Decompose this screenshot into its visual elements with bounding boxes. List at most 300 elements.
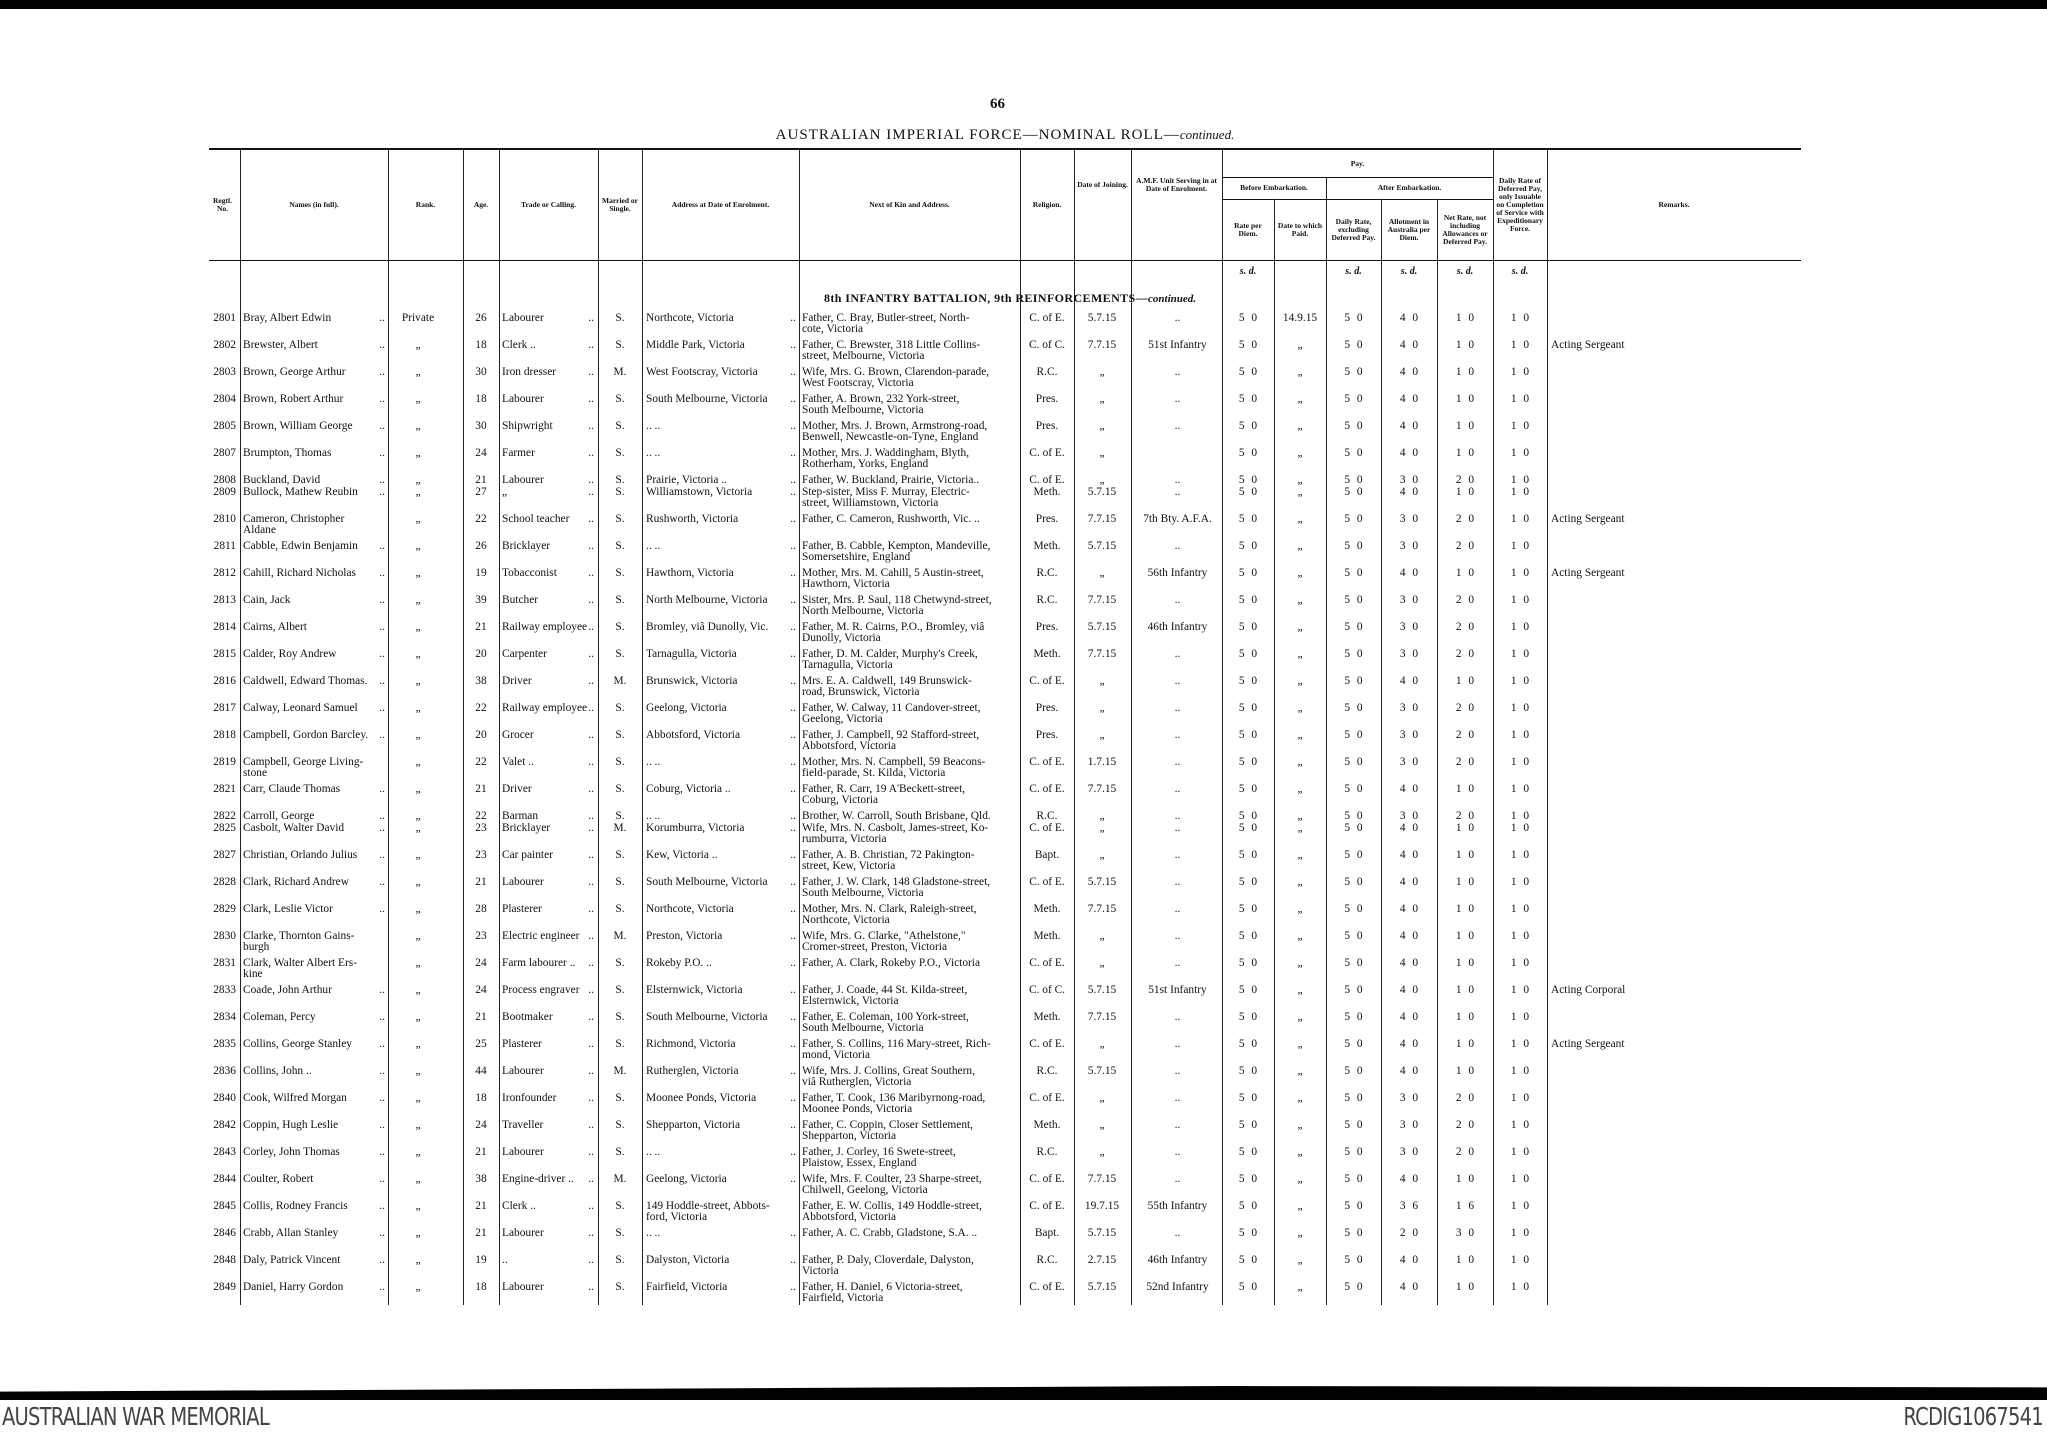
cell-net: 1 0 [1455,957,1475,969]
cell-allot: 4 0 [1399,1173,1419,1185]
cell-paid: „ [1297,1281,1303,1293]
cell-trade: Farm labourer .. .. [502,958,594,969]
cell-joined: 5.7.15 [1087,1281,1117,1293]
cell-remarks: Acting Sergeant [1551,567,1625,579]
cell-daily: 5 0 [1344,486,1363,498]
cell-no: 2833 [213,984,236,996]
cell-unit: .. [1174,822,1181,834]
cell-net: 1 0 [1455,312,1475,324]
cell-net: 1 0 [1455,1038,1475,1050]
cell-joined: „ [1099,567,1105,579]
table-row [0,1120,2047,1147]
cell-address: Rokeby P.O. .. .. [646,958,796,969]
cell-allot: 3 0 [1399,1119,1419,1131]
cell-no: 2840 [213,1092,236,1104]
cell-nok: Wife, Mrs. G. Brown, Clarendon-parade, West Footscray, Victoria [802,366,990,389]
cell-paid: „ [1297,474,1303,486]
cell-daily: 5 0 [1344,1173,1363,1185]
cell-joined: 2.7.15 [1087,1254,1117,1266]
cell-net: 1 0 [1455,486,1475,498]
cell-unit: 56th Infantry [1147,567,1208,579]
cell-age: 21 [475,1200,487,1212]
cell-rate: 5 0 [1238,1200,1258,1212]
cell-rank: „ [415,1146,421,1158]
cell-paid: „ [1297,621,1303,633]
cell-net: 1 0 [1455,567,1475,579]
cell-deferred: 1 0 [1510,1281,1530,1293]
cell-no: 2844 [213,1173,236,1185]
cell-address: Rutherglen, Victoria .. [646,1066,796,1077]
cell-rank: Private [401,312,435,324]
cell-rank: „ [415,930,421,942]
cell-religion: Bapt. [1034,1227,1060,1239]
cell-rate: 5 0 [1238,675,1258,687]
cell-rate: 5 0 [1238,810,1258,822]
cell-name: Clarke, Thornton Gains- burgh [243,930,355,953]
cell-address: Fairfield, Victoria .. [646,1282,796,1293]
cell-address: Preston, Victoria .. [646,931,796,942]
cell-rank: „ [415,594,421,606]
cell-rank: „ [415,984,421,996]
cell-rate: 5 0 [1238,1092,1258,1104]
cell-trade: Ironfounder .. [502,1093,594,1104]
cell-religion: C. of E. [1029,957,1065,969]
header-net-rate: Net Rate, not including Allowances or Deferred Pay. [1442,212,1488,246]
cell-no: 2813 [213,594,236,606]
cell-unit: .. [1174,1146,1181,1158]
cell-rate: 5 0 [1238,486,1258,498]
cell-allot: 3 0 [1399,756,1419,768]
cell-no: 2811 [213,540,236,552]
cell-allot: 4 0 [1399,930,1419,942]
cell-address: Northcote, Victoria .. [646,904,796,915]
cell-unit: .. [1174,1119,1181,1131]
sd-label: s. d. [1345,266,1362,277]
cell-allot: 4 0 [1399,783,1419,795]
cell-net: 1 0 [1455,1254,1475,1266]
cell-nok: Father, A. B. Christian, 72 Pakington- street, Kew, Victoria [802,849,975,872]
cell-rank: „ [415,729,421,741]
cell-net: 3 0 [1455,1227,1475,1239]
cell-net: 1 0 [1455,849,1475,861]
cell-religion: Meth. [1033,1011,1061,1023]
cell-daily: 5 0 [1344,1065,1363,1077]
cell-trade: Car painter .. [502,850,594,861]
cell-married: M. [613,822,627,834]
cell-rank: „ [415,567,421,579]
cell-no: 2810 [213,513,236,525]
cell-trade: Farmer .. [502,448,594,459]
cell-net: 2 0 [1455,474,1475,486]
cell-married: S. [615,1038,625,1050]
cell-nok: Father, J. Campbell, 92 Stafford-street, Abbotsford, Victoria [802,729,980,752]
cell-rank: „ [415,849,421,861]
cell-rate: 5 0 [1238,1119,1258,1131]
cell-rate: 5 0 [1238,1281,1258,1293]
cell-nok: Father, B. Cabble, Kempton, Mandeville, Somersetshire, England [802,540,991,563]
cell-allot: 4 0 [1399,339,1419,351]
cell-net: 1 0 [1455,783,1475,795]
cell-no: 2845 [213,1200,236,1212]
cell-trade: Labourer .. [502,1066,594,1077]
cell-age: 20 [475,648,487,660]
cell-age: 24 [475,447,487,459]
cell-rate: 5 0 [1238,513,1258,525]
cell-net: 1 0 [1455,393,1475,405]
cell-nok: Mrs. E. A. Caldwell, 149 Brunswick- road, Brunswick, Victoria [802,675,972,698]
table-row [0,823,2047,850]
cell-age: 21 [475,474,487,486]
cell-religion: C. of E. [1029,1173,1065,1185]
cell-rank: „ [415,876,421,888]
cell-net: 1 0 [1455,1011,1475,1023]
cell-rank: „ [415,1092,421,1104]
cell-paid: „ [1297,540,1303,552]
cell-name: Crabb, Allan Stanley .. [243,1228,385,1239]
cell-name: Brumpton, Thomas .. [243,448,385,459]
table-row [0,703,2047,730]
cell-allot: 4 0 [1399,567,1419,579]
cell-unit: .. [1174,594,1181,606]
cell-daily: 5 0 [1344,474,1363,486]
cell-address: .. .. .. [646,541,796,552]
cell-unit: .. [1174,1065,1181,1077]
cell-address: Rushworth, Victoria .. [646,514,796,525]
cell-daily: 5 0 [1344,648,1363,660]
scan-border-top [0,0,2047,9]
cell-joined: 5.7.15 [1087,984,1117,996]
cell-address: .. .. .. [646,811,796,822]
cell-address: Brunswick, Victoria .. [646,676,796,687]
cell-allot: 3 0 [1399,1146,1419,1158]
cell-paid: „ [1297,903,1303,915]
cell-nok: Father, M. R. Cairns, P.O., Bromley, viâ Dunolly, Victoria [802,621,985,644]
header-married: Married or Single. [601,196,639,213]
cell-married: S. [615,648,625,660]
cell-allot: 4 0 [1399,393,1419,405]
cell-unit: .. [1174,783,1181,795]
cell-trade: „ .. [502,487,594,498]
cell-name: Coade, John Arthur .. [243,985,385,996]
cell-paid: „ [1297,1119,1303,1131]
cell-name: Cook, Wilfred Morgan .. [243,1093,385,1104]
cell-rank: „ [415,957,421,969]
cell-religion: C. of E. [1029,1038,1065,1050]
cell-allot: 4 0 [1399,903,1419,915]
cell-joined: 7.7.15 [1087,1173,1117,1185]
cell-rate: 5 0 [1238,339,1258,351]
cell-address: Geelong, Victoria .. [646,703,796,714]
cell-nok: Father, A. C. Crabb, Gladstone, S.A. .. [802,1227,978,1239]
cell-no: 2816 [213,675,236,687]
cell-allot: 3 0 [1399,540,1419,552]
cell-address: Prairie, Victoria .. .. [646,475,796,486]
cell-trade: Labourer .. [502,313,594,324]
cell-no: 2818 [213,729,236,741]
cell-name: Carr, Claude Thomas .. [243,784,385,795]
cell-nok: Father, C. Brewster, 318 Little Collins- street, Melbourne, Victoria [802,339,981,362]
cell-religion: C. of E. [1029,1200,1065,1212]
cell-rank: „ [415,675,421,687]
cell-address: .. .. .. [646,1147,796,1158]
cell-religion: C. of E. [1029,783,1065,795]
cell-religion: Meth. [1033,1119,1061,1131]
cell-rank: „ [415,822,421,834]
cell-paid: „ [1297,447,1303,459]
cell-name: Casbolt, Walter David .. [243,823,385,834]
cell-nok: Father, E. Coleman, 100 York-street, South Melbourne, Victoria [802,1011,969,1034]
cell-net: 1 0 [1455,1173,1475,1185]
cell-deferred: 1 0 [1510,366,1530,378]
cell-age: 18 [475,393,487,405]
table-row [0,448,2047,475]
header-remarks: Remarks. [1658,200,1690,209]
cell-married: S. [615,486,625,498]
header-religion: Religion. [1032,200,1062,209]
table-row [0,784,2047,811]
cell-religion: C. of E. [1029,822,1065,834]
cell-deferred: 1 0 [1510,1119,1530,1131]
table-row [0,394,2047,421]
cell-joined: „ [1099,702,1105,714]
cell-name: Clark, Leslie Victor .. [243,904,385,915]
cell-paid: „ [1297,366,1303,378]
cell-rate: 5 0 [1238,1227,1258,1239]
cell-nok: Father, E. W. Collis, 149 Hoddle-street, Abbotsford, Victoria [802,1200,982,1223]
cell-paid: „ [1297,1200,1303,1212]
cell-no: 2830 [213,930,236,942]
cell-deferred: 1 0 [1510,849,1530,861]
cell-allot: 3 6 [1399,1200,1419,1212]
cell-unit: 51st Infantry [1148,339,1207,351]
cell-deferred: 1 0 [1510,486,1530,498]
table-row [0,730,2047,757]
cell-name: Daly, Patrick Vincent .. [243,1255,385,1266]
cell-address: Kew, Victoria .. .. [646,850,796,861]
cell-rate: 5 0 [1238,1146,1258,1158]
page-title [775,127,1235,144]
cell-age: 18 [475,1281,487,1293]
table-row [0,958,2047,985]
cell-married: S. [615,1227,625,1239]
cell-nok: Sister, Mrs. P. Saul, 118 Chetwynd-street, North Melbourne, Victoria [802,594,992,617]
cell-rank: „ [415,393,421,405]
cell-age: 22 [475,513,487,525]
cell-age: 30 [475,420,487,432]
table-row [0,1228,2047,1255]
cell-net: 2 0 [1455,594,1475,606]
cell-address: Moonee Ponds, Victoria .. [646,1093,796,1104]
cell-unit: .. [1174,675,1181,687]
cell-rate: 5 0 [1238,474,1258,486]
header-names: Names (in full). [289,200,339,209]
cell-nok: Mother, Mrs. N. Campbell, 59 Beacons- field-parade, St. Kilda, Victoria [802,756,986,779]
header-regtl-no: Regtl. No. [213,196,232,213]
cell-net: 1 0 [1455,876,1475,888]
cell-rate: 5 0 [1238,1173,1258,1185]
cell-married: S. [615,312,625,324]
cell-address: South Melbourne, Victoria .. [646,394,796,405]
cell-paid: „ [1297,957,1303,969]
cell-paid: „ [1297,810,1303,822]
cell-nok: Father, D. M. Calder, Murphy's Creek, Tarnagulla, Victoria [802,648,978,671]
cell-deferred: 1 0 [1510,783,1530,795]
cell-address: North Melbourne, Victoria .. [646,595,796,606]
cell-rate: 5 0 [1238,393,1258,405]
cell-allot: 3 0 [1399,648,1419,660]
cell-age: 19 [475,1254,487,1266]
cell-no: 2809 [213,486,236,498]
cell-remarks: Acting Sergeant [1551,339,1625,351]
cell-religion: R.C. [1036,1065,1058,1077]
cell-rank: „ [415,366,421,378]
cell-allot: 3 0 [1399,621,1419,633]
cell-unit: .. [1174,648,1181,660]
cell-rank: „ [415,513,421,525]
cell-married: S. [615,513,625,525]
cell-age: 21 [475,1227,487,1239]
cell-joined: 5.7.15 [1087,486,1117,498]
cell-married: S. [615,756,625,768]
cell-nok: Father, R. Carr, 19 A'Beckett-street, Coburg, Victoria [802,783,966,806]
cell-trade: Labourer .. [502,1282,594,1293]
cell-rank: „ [415,1254,421,1266]
cell-no: 2815 [213,648,236,660]
cell-deferred: 1 0 [1510,1065,1530,1077]
cell-remarks: Acting Sergeant [1551,1038,1625,1050]
cell-age: 21 [475,1146,487,1158]
cell-address: Geelong, Victoria .. [646,1174,796,1185]
table-row [0,1012,2047,1039]
cell-allot: 4 0 [1399,1281,1419,1293]
header-rank: Rank. [415,200,436,209]
cell-unit: .. [1174,903,1181,915]
cell-trade: Carpenter .. [502,649,594,660]
cell-nok: Mother, Mrs. N. Clark, Raleigh-street, Northcote, Victoria [802,903,977,926]
cell-deferred: 1 0 [1510,540,1530,552]
cell-no: 2849 [213,1281,236,1293]
cell-trade: Grocer .. [502,730,594,741]
cell-nok: Father, W. Calway, 11 Candover-street, Geelong, Victoria [802,702,981,725]
cell-rank: „ [415,1065,421,1077]
cell-nok: Wife, Mrs. N. Casbolt, James-street, Ko- rumburra, Victoria [802,822,989,845]
cell-married: S. [615,876,625,888]
table-row [0,904,2047,931]
cell-joined: 5.7.15 [1087,540,1117,552]
cell-deferred: 1 0 [1510,1092,1530,1104]
cell-religion: Bapt. [1034,849,1060,861]
cell-deferred: 1 0 [1510,1146,1530,1158]
cell-religion: Pres. [1035,621,1059,633]
cell-deferred: 1 0 [1510,1254,1530,1266]
footer-record-id: RCDIG1067541 [1903,1402,2043,1431]
cell-joined: 19.7.15 [1084,1200,1120,1212]
cell-rate: 5 0 [1238,930,1258,942]
cell-no: 2802 [213,339,236,351]
cell-rank: „ [415,1011,421,1023]
cell-address: West Footscray, Victoria .. [646,367,796,378]
cell-allot: 4 0 [1399,420,1419,432]
cell-paid: „ [1297,594,1303,606]
cell-nok: Father, J. Corley, 16 Swete-street, Plaistow, Essex, England [802,1146,956,1169]
cell-rank: „ [415,648,421,660]
cell-nok: Mother, Mrs. J. Brown, Armstrong-road, Benwell, Newcastle-on-Tyne, England [802,420,988,443]
cell-deferred: 1 0 [1510,930,1530,942]
cell-allot: 4 0 [1399,1254,1419,1266]
cell-rate: 5 0 [1238,876,1258,888]
cell-daily: 5 0 [1344,1092,1363,1104]
header-after-embarkation: After Embarkation. [1377,183,1442,192]
cell-rank: „ [415,1227,421,1239]
cell-paid: „ [1297,1011,1303,1023]
table-row [0,487,2047,514]
cell-allot: 3 0 [1399,594,1419,606]
table-row [0,568,2047,595]
cell-net: 2 0 [1455,729,1475,741]
cell-age: 38 [475,1173,487,1185]
cell-trade: Plasterer .. [502,1039,594,1050]
cell-unit: .. [1174,474,1181,486]
cell-joined: „ [1099,1038,1105,1050]
cell-joined: „ [1099,447,1105,459]
cell-daily: 5 0 [1344,1038,1363,1050]
cell-rank: „ [415,339,421,351]
title-suffix: continued. [1179,127,1235,142]
cell-married: S. [615,1254,625,1266]
cell-name: Coppin, Hugh Leslie .. [243,1120,385,1131]
header-trade: Trade or Calling. [521,200,576,209]
cell-name: Coulter, Robert .. [243,1174,385,1185]
cell-nok: Father, A. Clark, Rokeby P.O., Victoria [802,957,981,969]
cell-no: 2825 [213,822,236,834]
table-row [0,850,2047,877]
cell-joined: „ [1099,675,1105,687]
cell-religion: C. of C. [1028,339,1066,351]
cell-address: Abbotsford, Victoria .. [646,730,796,741]
cell-address: Middle Park, Victoria .. [646,340,796,351]
cell-no: 2805 [213,420,236,432]
cell-allot: 4 0 [1399,1065,1419,1077]
cell-allot: 4 0 [1399,486,1419,498]
cell-age: 18 [475,1092,487,1104]
cell-paid: „ [1297,930,1303,942]
cell-religion: Pres. [1035,729,1059,741]
cell-paid: „ [1297,756,1303,768]
cell-allot: 3 0 [1399,810,1419,822]
cell-age: 22 [475,810,487,822]
cell-rank: „ [415,540,421,552]
cell-address: Coburg, Victoria .. .. [646,784,796,795]
cell-nok: Step-sister, Miss F. Murray, Electric- street, Williamstown, Victoria [802,486,970,509]
cell-address: .. .. .. [646,757,796,768]
cell-joined: 5.7.15 [1087,621,1117,633]
cell-age: 21 [475,621,487,633]
cell-rate: 5 0 [1238,756,1258,768]
cell-rate: 5 0 [1238,366,1258,378]
cell-allot: 4 0 [1399,876,1419,888]
cell-joined: 7.7.15 [1087,783,1117,795]
cell-trade: Process engraver .. [502,985,594,996]
cell-age: 44 [475,1065,487,1077]
cell-age: 24 [475,957,487,969]
cell-allot: 4 0 [1399,822,1419,834]
cell-married: S. [615,1146,625,1158]
cell-net: 1 0 [1455,420,1475,432]
header-amf-unit: A.M.F. Unit Serving in at Date of Enrolment. [1136,176,1217,193]
cell-address: .. .. .. [646,448,796,459]
cell-religion: Pres. [1035,513,1059,525]
cell-religion: R.C. [1036,1146,1058,1158]
